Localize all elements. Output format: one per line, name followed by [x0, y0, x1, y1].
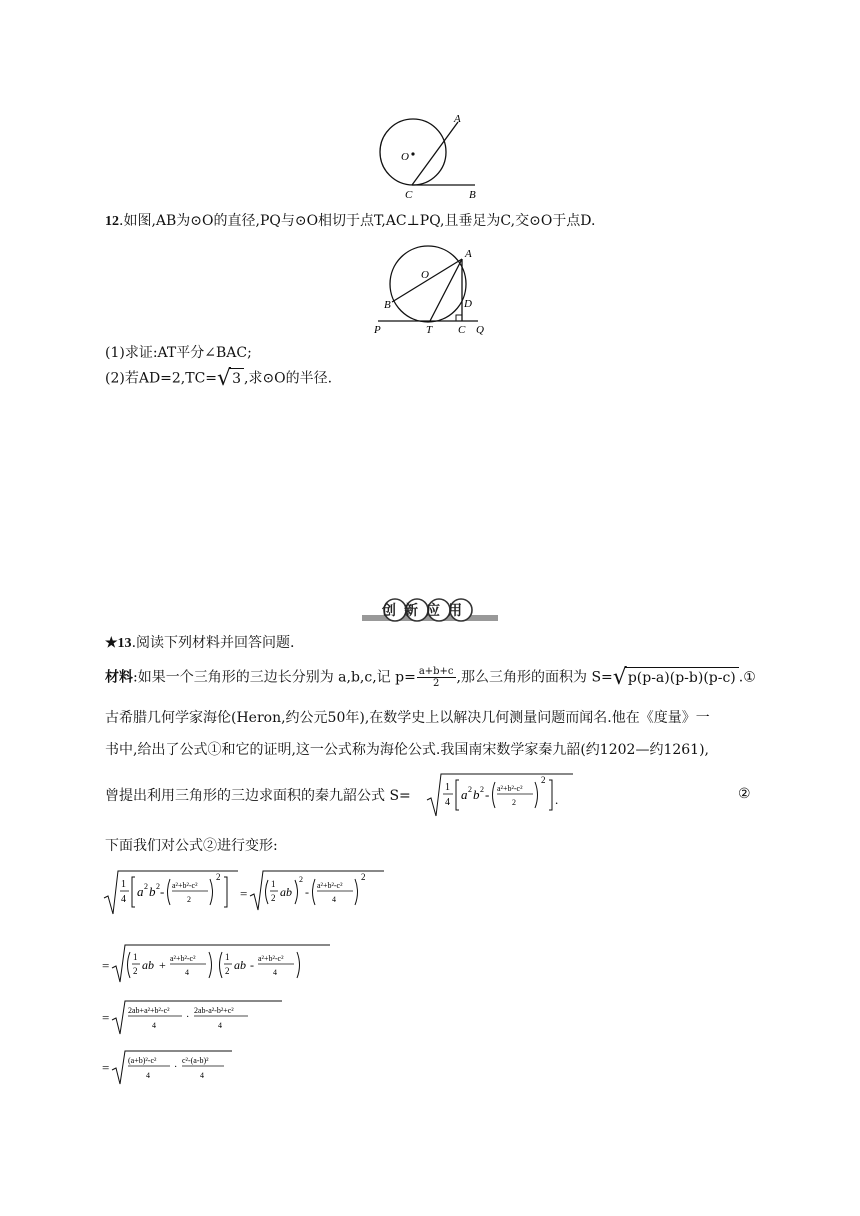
svg-text:4: 4 [218, 1021, 222, 1030]
derivation-step-1 [102, 868, 392, 918]
svg-text:4: 4 [273, 968, 277, 977]
svg-text:a²+b²-c²: a²+b²-c² [258, 954, 284, 963]
fig2-label-o: O [421, 269, 429, 281]
svg-text:=: = [102, 958, 110, 973]
q12-part1: (1)求证:AT平分∠BAC; [105, 345, 252, 361]
fig1-label-o: O [401, 151, 409, 163]
svg-text:4: 4 [185, 968, 189, 977]
fig2-label-p: P [374, 324, 381, 336]
svg-text:4: 4 [332, 895, 336, 904]
svg-text:+: + [159, 958, 166, 972]
svg-text:1: 1 [133, 952, 138, 962]
svg-text:2: 2 [216, 872, 221, 882]
fig2-label-c: C [458, 324, 466, 336]
figure-circle-diameter-tangent [370, 244, 495, 336]
svg-text:2ab-a²-b²+c²: 2ab-a²-b²+c² [194, 1006, 234, 1015]
svg-text:·: · [174, 1062, 178, 1073]
svg-text:a²+b²-c²: a²+b²-c² [170, 954, 196, 963]
fig2-label-t: T [426, 324, 433, 336]
svg-text:-: - [305, 885, 309, 899]
sqrt-value: 3 [229, 368, 244, 389]
fig2-label-d: D [464, 298, 472, 310]
fig2-label-b: B [384, 299, 391, 311]
svg-text:c²-(a-b)²: c²-(a-b)² [182, 1056, 209, 1065]
svg-text:b: b [149, 884, 156, 899]
svg-text:2: 2 [144, 882, 148, 891]
svg-text:a: a [461, 787, 468, 802]
svg-text:a²+b²-c²: a²+b²-c² [317, 881, 343, 890]
figure-circle-tangent [370, 112, 490, 202]
svg-text:a²+b²-c²: a²+b²-c² [497, 784, 523, 793]
derivation-step-4 [102, 1048, 302, 1088]
svg-text:2: 2 [299, 875, 303, 884]
svg-text:1: 1 [271, 879, 276, 889]
svg-text:a: a [137, 884, 144, 899]
derivation-step-3 [102, 998, 302, 1038]
fig1-label-a: A [454, 113, 461, 125]
q13-material-line1: 材料:如果一个三角形的三边长分别为 a,b,c,记 p= $\frac{a+b+c}{2}$ ,那么三角形的面积为 S=√p(p-a)(p-b)(p-c) .① [105, 664, 756, 690]
q13-material-line4: 曾提出利用三角形的三边求面积的秦九韶公式 S= [105, 788, 411, 804]
q12-part2: (2)若AD=2,TC=√3 ,求⊙O的半径. [105, 365, 333, 391]
svg-text:2: 2 [361, 872, 366, 882]
q12-text: .如图,AB为⊙O的直径,PQ与⊙O相切于点T,AC⊥PQ,且垂足为C,交⊙O于点D. [119, 213, 596, 229]
svg-text:4: 4 [152, 1021, 156, 1030]
svg-text:2: 2 [480, 785, 484, 794]
svg-text:4: 4 [146, 1071, 150, 1080]
svg-text:-: - [485, 787, 490, 802]
svg-text:-: - [250, 958, 254, 972]
q12-number: 12 [105, 214, 119, 229]
svg-text:2: 2 [468, 785, 472, 794]
heron-root: p(p-a)(p-b)(p-c) [625, 667, 739, 688]
svg-text:2: 2 [271, 893, 276, 903]
svg-text:(a+b)²-c²: (a+b)²-c² [128, 1056, 157, 1065]
svg-text:ab: ab [234, 958, 246, 972]
derivation-step-2 [102, 942, 342, 986]
formula-2-marker: ② [738, 786, 751, 802]
q13-material-line3: 书中,给出了公式①和它的证明,这一公式称为海伦公式.我国南宋数学家秦九韶(约1202—约1261), [105, 742, 709, 758]
material-label: 材料 [105, 670, 133, 686]
qin-formula [425, 772, 575, 818]
svg-text:a²+b²-c²: a²+b²-c² [172, 881, 198, 890]
fig1-label-b: B [469, 189, 476, 201]
svg-text:1: 1 [121, 879, 126, 890]
transform-intro: 下面我们对公式②进行变形: [105, 838, 278, 854]
svg-text:2: 2 [512, 798, 516, 807]
fig2-label-q: Q [476, 324, 484, 336]
svg-text:2ab+a²+b²-c²: 2ab+a²+b²-c² [128, 1006, 170, 1015]
svg-text:.: . [555, 792, 559, 807]
q13-material-line2: 古希腊几何学家海伦(Heron,约公元50年),在数学史上以解决几何测量问题而闻名.他在《度量》一 [105, 710, 710, 726]
p-fraction: $\frac{a+b+c}{2}$ [418, 666, 454, 689]
svg-text:2: 2 [156, 882, 160, 891]
svg-text:4: 4 [200, 1071, 204, 1080]
q13-stem: ★13.阅读下列材料并回答问题. [105, 635, 295, 651]
svg-text:1: 1 [445, 782, 450, 793]
svg-text:ab: ab [142, 958, 154, 972]
svg-text:4: 4 [121, 894, 126, 905]
svg-text:1: 1 [225, 952, 230, 962]
svg-text:=: = [102, 1060, 110, 1075]
svg-text:·: · [186, 1012, 190, 1023]
svg-text:b: b [473, 787, 480, 802]
fig2-label-a: A [465, 248, 472, 260]
svg-text:ab: ab [280, 885, 292, 899]
svg-text:-: - [160, 884, 165, 899]
q12-stem [105, 211, 595, 232]
svg-text:2: 2 [187, 895, 191, 904]
sqrt-sign: √ [217, 365, 232, 391]
svg-text:=: = [240, 886, 248, 901]
section-title: 创新应用 [382, 603, 470, 619]
fig1-label-c: C [405, 189, 413, 201]
svg-text:2: 2 [225, 966, 230, 976]
svg-text:=: = [102, 1010, 110, 1025]
svg-text:4: 4 [445, 797, 450, 808]
svg-text:2: 2 [133, 966, 138, 976]
svg-text:2: 2 [541, 775, 546, 785]
q13-number: ★13 [105, 636, 132, 651]
